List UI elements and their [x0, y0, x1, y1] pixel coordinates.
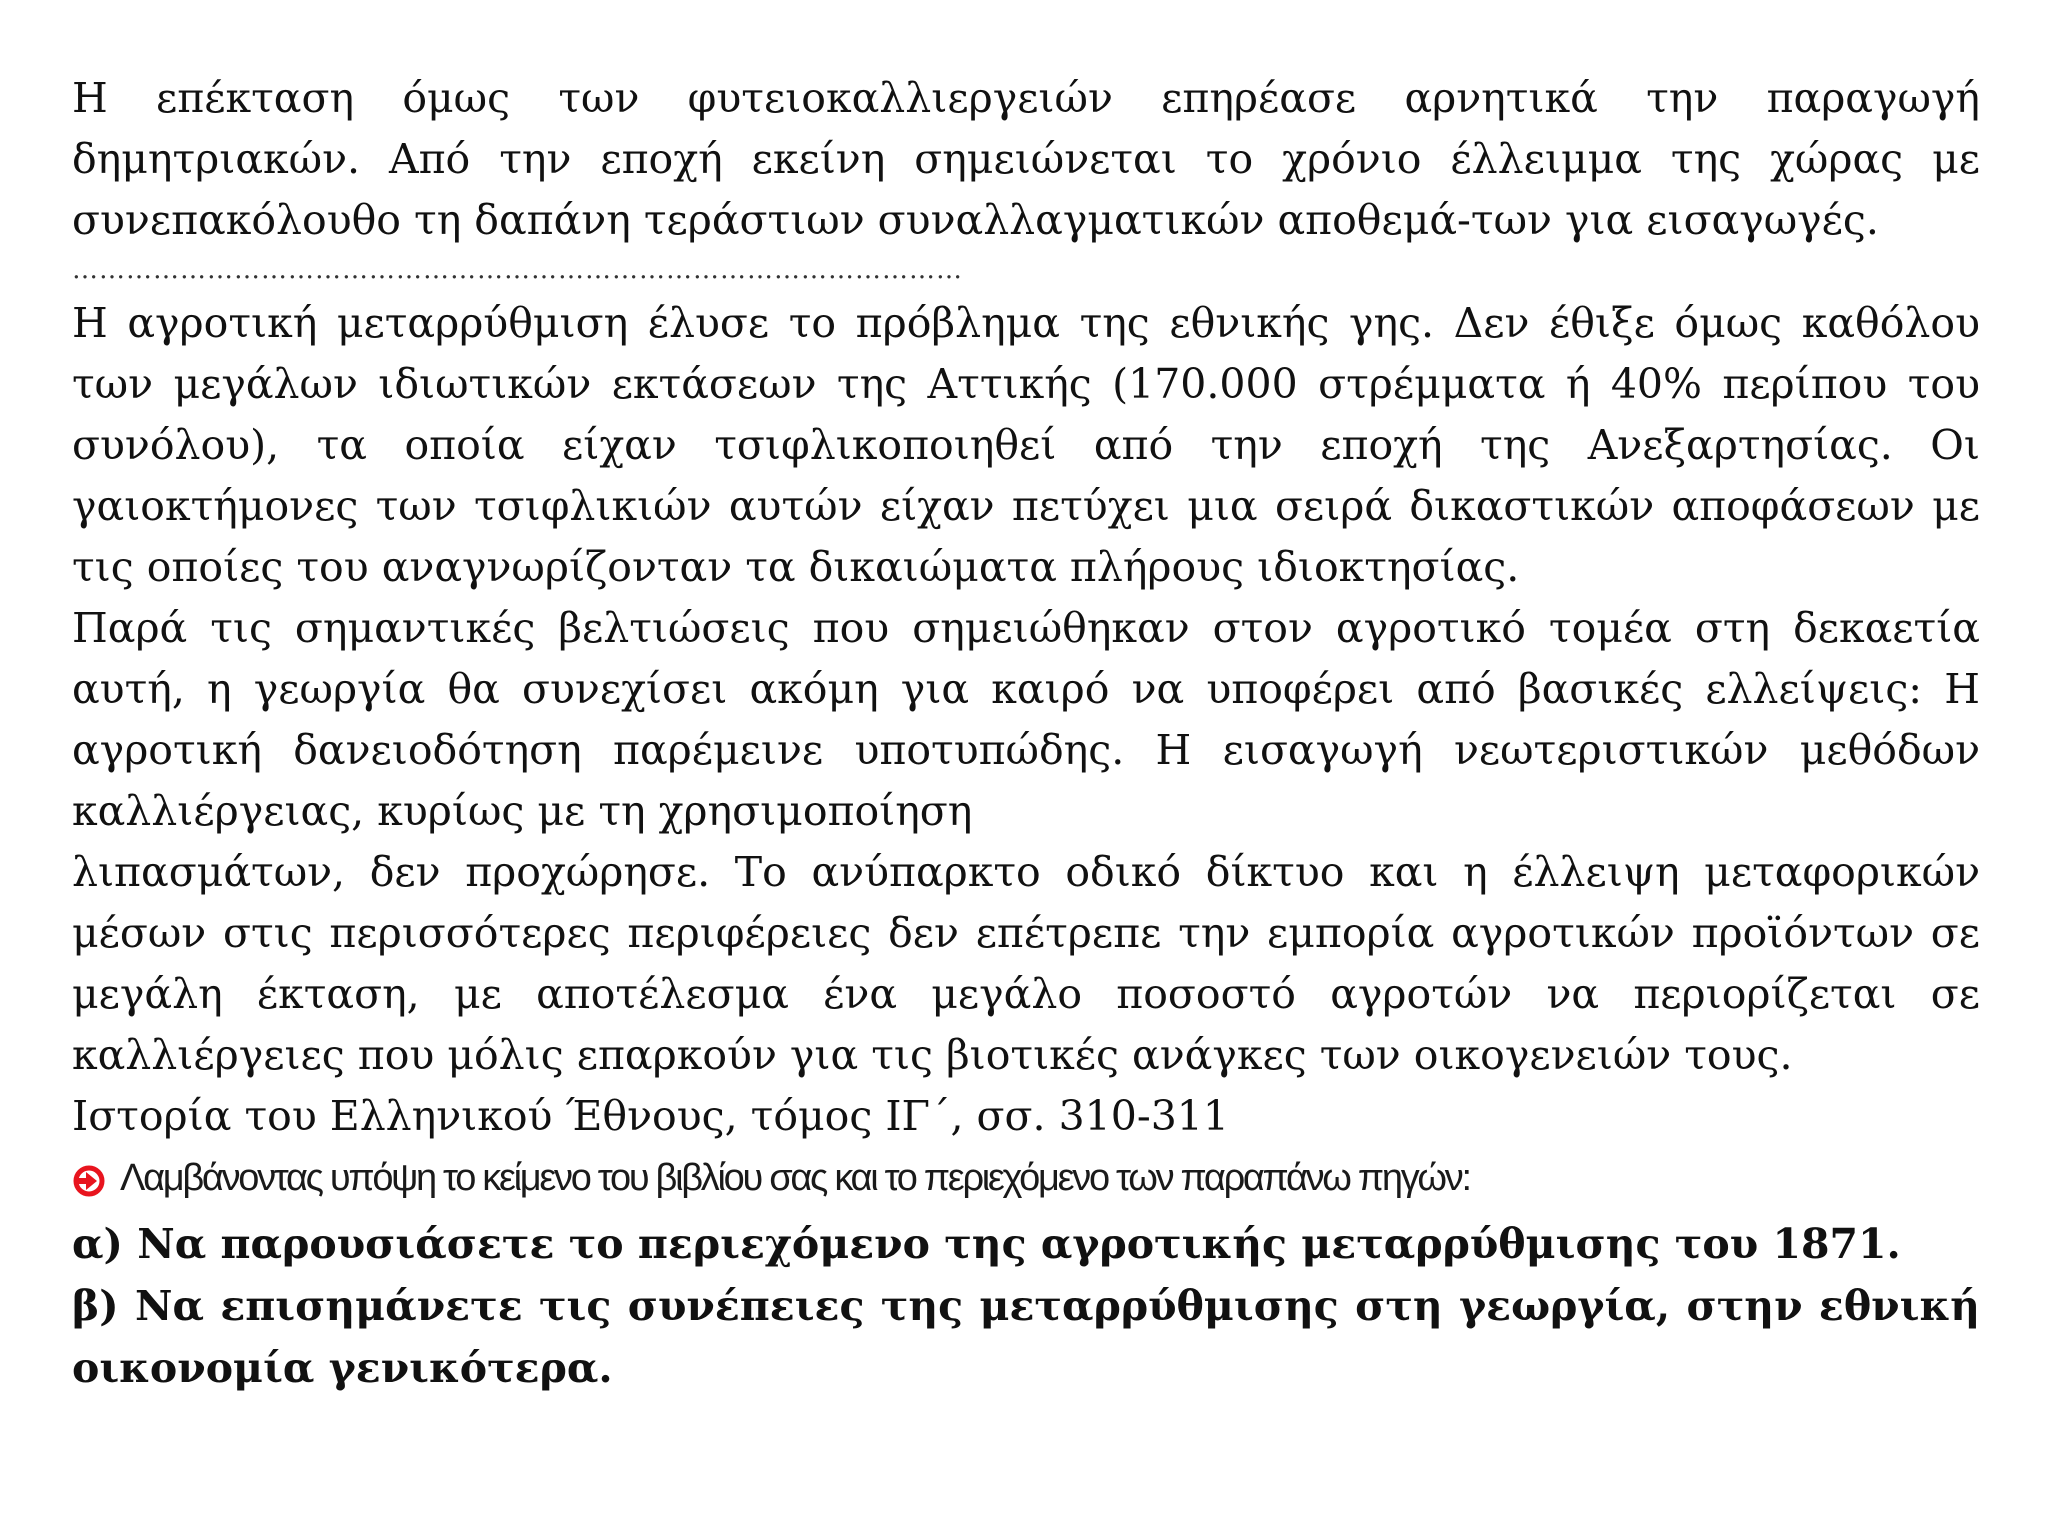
separator-dots: ………………………………………………………………………………………: [72, 255, 963, 285]
paragraph-agriculture-shortcomings: Παρά τις σημαντικές βελτιώσεις που σημειώθηκαν στον αγροτικό τομέα στη δεκαετία αυτή, η γεωργία θα συνεχίσει ακόμη για καιρό να υποφέρει από βασικές ελλείψεις: Η αγροτική δανειοδότηση παρέμεινε υποτυπώδης. Η εισαγωγή νεωτεριστικών μεθόδων καλλιέργειας, κυρίως με τη χρησιμοποίηση: [72, 604, 1980, 835]
paragraph-fertilizers-trade: λιπασμάτων, δεν προχώρησε. Το ανύπαρκτο οδικό δίκτυο και η έλλειψη μεταφορικών μέσων στις περισσότερες περιφέρειες δεν επέτρεπε την εμπορία αγροτικών προϊόντων σε μεγάλη έκταση, με αποτέλεσμα ένα μεγάλο ποσοστό αγροτών να περιορίζεται σε καλλιέργειες που μόλις επαρκούν για τις βιοτικές ανάγκες των οικογενειών τους.: [72, 848, 1980, 1079]
question-a: α) Να παρουσιάσετε το περιεχόμενο της αγροτικής μεταρρύθμισης του 1871.: [72, 1220, 1901, 1268]
instruction-line: [72, 1153, 1980, 1203]
document-page: [72, 68, 1980, 1399]
source-citation: Ιστορία του Ελληνικού Έθνους, τόμος ΙΓ΄, σσ. 310-311: [72, 1092, 1229, 1140]
arrow-right-circle-icon: [72, 1161, 106, 1195]
paragraph-crop-expansion: Η επέκταση όμως των φυτειοκαλλιεργειών επηρέασε αρνητικά την παραγωγή δημητριακών. Από την εποχή εκείνη σημειώνεται το χρόνιο έλλειμμα της χώρας με συνεπακόλουθο τη δαπάνη τεράστιων συναλλαγματικών αποθεμά-των για εισαγωγές.: [72, 74, 1980, 244]
instruction-text: Λαμβάνοντας υπόψη το κείμενο του βιβλίου σας και το περιεχόμενο των παραπάνω πηγών:: [120, 1157, 1470, 1199]
paragraph-land-reform: Η αγροτική μεταρρύθμιση έλυσε το πρόβλημα της εθνικής γης. Δεν έθιξε όμως καθόλου των μεγάλων ιδιωτικών εκτάσεων της Αττικής (170.000 στρέμματα ή 40% περίπου του συνόλου), τα οποία είχαν τσιφλικοποιηθεί από την εποχή της Ανεξαρτησίας. Οι γαιοκτήμονες των τσιφλικιών αυτών είχαν πετύχει μια σειρά δικαστικών αποφάσεων με τις οποίες του αναγνωρίζονταν τα δικαιώματα πλήρους ιδιοκτησίας.: [72, 299, 1980, 591]
question-b: β) Να επισημάνετε τις συνέπειες της μεταρρύθμισης στη γεωργία, στην εθνική οικονομία γενικότερα.: [72, 1282, 1980, 1392]
